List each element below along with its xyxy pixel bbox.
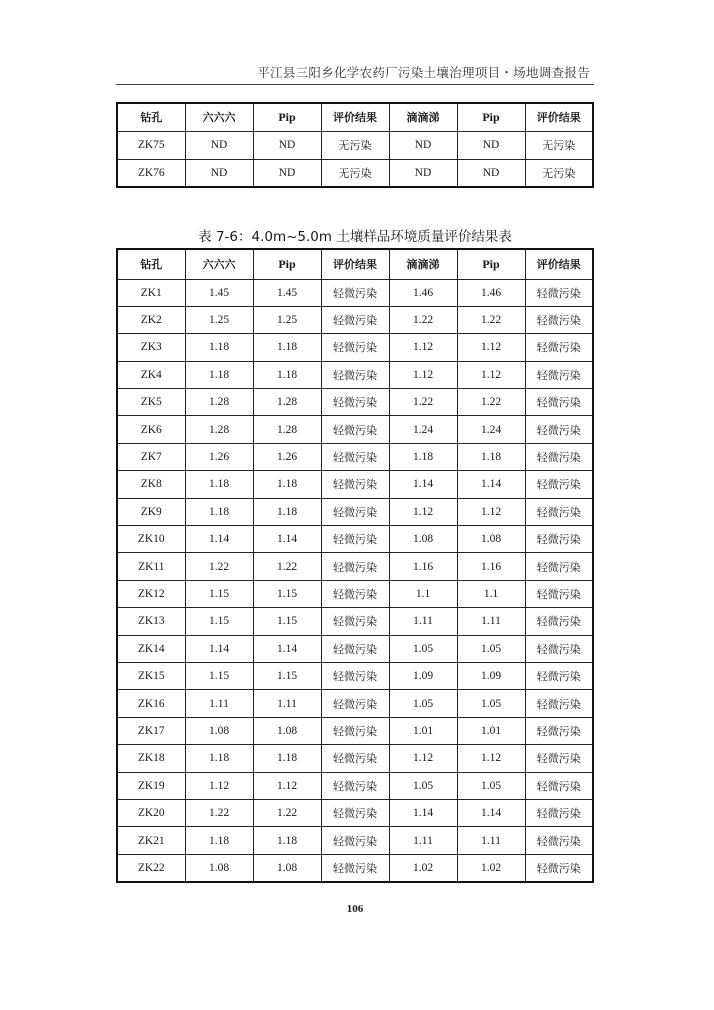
hch-pip-cell: 1.25 [253, 306, 321, 333]
ddt-value-cell: 1.09 [389, 662, 457, 689]
hch-result-cell: 轻微污染 [321, 662, 389, 689]
ddt-value-cell: ND [389, 131, 457, 159]
borehole-cell: ZK4 [117, 361, 185, 388]
hch-result-cell: 轻微污染 [321, 745, 389, 772]
table-row [117, 131, 593, 159]
table-row [117, 526, 593, 553]
ddt-pip-cell: 1.46 [457, 279, 525, 306]
col-header-pip-ddt: Pip [457, 249, 525, 279]
ddt-value-cell: 1.02 [389, 854, 457, 881]
col-header-pip-hch: Pip [253, 249, 321, 279]
ddt-result-cell: 无污染 [525, 131, 593, 159]
borehole-cell: ZK76 [117, 159, 185, 187]
ddt-result-cell: 无污染 [525, 159, 593, 187]
ddt-result-cell: 轻微污染 [525, 306, 593, 333]
hch-result-cell: 轻微污染 [321, 498, 389, 525]
table-row [117, 690, 593, 717]
table-row [117, 443, 593, 470]
hch-result-cell: 轻微污染 [321, 416, 389, 443]
ddt-pip-cell: 1.01 [457, 717, 525, 744]
table-header-row [117, 103, 593, 131]
ddt-pip-cell: ND [457, 131, 525, 159]
col-header-borehole: 钻孔 [117, 103, 185, 131]
borehole-cell: ZK21 [117, 827, 185, 854]
borehole-cell: ZK75 [117, 131, 185, 159]
ddt-result-cell: 轻微污染 [525, 526, 593, 553]
table-row [117, 159, 593, 187]
ddt-value-cell: 1.08 [389, 526, 457, 553]
hch-result-cell: 轻微污染 [321, 608, 389, 635]
ddt-value-cell: 1.24 [389, 416, 457, 443]
ddt-value-cell: 1.12 [389, 498, 457, 525]
hch-pip-cell: 1.14 [253, 526, 321, 553]
hch-value-cell: 1.28 [185, 416, 253, 443]
hch-pip-cell: ND [253, 159, 321, 187]
col-header-hch: 六六六 [185, 249, 253, 279]
hch-value-cell: 1.18 [185, 334, 253, 361]
hch-value-cell: 1.18 [185, 361, 253, 388]
borehole-cell: ZK5 [117, 389, 185, 416]
ddt-pip-cell: 1.14 [457, 799, 525, 826]
ddt-result-cell: 轻微污染 [525, 498, 593, 525]
table-row [117, 306, 593, 333]
hch-pip-cell: 1.15 [253, 608, 321, 635]
ddt-pip-cell: 1.24 [457, 416, 525, 443]
hch-value-cell: 1.12 [185, 772, 253, 799]
hch-result-cell: 轻微污染 [321, 334, 389, 361]
borehole-cell: ZK2 [117, 306, 185, 333]
hch-pip-cell: 1.12 [253, 772, 321, 799]
ddt-result-cell: 轻微污染 [525, 608, 593, 635]
hch-value-cell: 1.15 [185, 580, 253, 607]
col-header-hch: 六六六 [185, 103, 253, 131]
table-row [117, 772, 593, 799]
ddt-result-cell: 轻微污染 [525, 690, 593, 717]
table-row [117, 608, 593, 635]
ddt-result-cell: 轻微污染 [525, 854, 593, 881]
table-header-row [117, 249, 593, 279]
table-caption: 表 7-6：4.0m~5.0m 土壤样品环境质量评价结果表 [198, 229, 512, 245]
ddt-value-cell: 1.05 [389, 635, 457, 662]
hch-value-cell: 1.08 [185, 717, 253, 744]
hch-value-cell: 1.25 [185, 306, 253, 333]
hch-result-cell: 轻微污染 [321, 443, 389, 470]
hch-result-cell: 轻微污染 [321, 827, 389, 854]
hch-pip-cell: 1.18 [253, 471, 321, 498]
hch-value-cell: 1.18 [185, 827, 253, 854]
hch-pip-cell: 1.18 [253, 745, 321, 772]
ddt-value-cell: 1.46 [389, 279, 457, 306]
hch-result-cell: 轻微污染 [321, 690, 389, 717]
hch-result-cell: 轻微污染 [321, 772, 389, 799]
ddt-result-cell: 轻微污染 [525, 471, 593, 498]
borehole-cell: ZK17 [117, 717, 185, 744]
borehole-cell: ZK13 [117, 608, 185, 635]
hch-result-cell: 无污染 [321, 159, 389, 187]
hch-pip-cell: 1.08 [253, 854, 321, 881]
hch-value-cell: 1.18 [185, 471, 253, 498]
hch-result-cell: 轻微污染 [321, 854, 389, 881]
ddt-pip-cell: 1.12 [457, 334, 525, 361]
col-header-pip-hch: Pip [253, 103, 321, 131]
borehole-cell: ZK20 [117, 799, 185, 826]
hch-pip-cell: 1.15 [253, 662, 321, 689]
ddt-value-cell: 1.14 [389, 471, 457, 498]
table-row [117, 854, 593, 881]
table-row [117, 334, 593, 361]
table-row [117, 745, 593, 772]
ddt-pip-cell: 1.09 [457, 662, 525, 689]
table-row [117, 471, 593, 498]
running-header: 平江县三阳乡化学农药厂污染土壤治理项目・场地调查报告 [257, 65, 590, 80]
ddt-result-cell: 轻微污染 [525, 772, 593, 799]
borehole-cell: ZK3 [117, 334, 185, 361]
hch-value-cell: 1.22 [185, 553, 253, 580]
hch-result-cell: 轻微污染 [321, 717, 389, 744]
hch-pip-cell: 1.22 [253, 553, 321, 580]
ddt-result-cell: 轻微污染 [525, 662, 593, 689]
hch-result-cell: 轻微污染 [321, 279, 389, 306]
table-row [117, 361, 593, 388]
hch-result-cell: 轻微污染 [321, 361, 389, 388]
table-row [117, 416, 593, 443]
hch-pip-cell: 1.18 [253, 334, 321, 361]
ddt-value-cell: 1.22 [389, 389, 457, 416]
hch-value-cell: 1.45 [185, 279, 253, 306]
hch-value-cell: 1.22 [185, 799, 253, 826]
ddt-result-cell: 轻微污染 [525, 553, 593, 580]
hch-pip-cell: 1.11 [253, 690, 321, 717]
ddt-pip-cell: 1.05 [457, 635, 525, 662]
borehole-cell: ZK19 [117, 772, 185, 799]
borehole-cell: ZK18 [117, 745, 185, 772]
hch-value-cell: 1.26 [185, 443, 253, 470]
ddt-value-cell: 1.01 [389, 717, 457, 744]
hch-pip-cell: 1.45 [253, 279, 321, 306]
hch-pip-cell: 1.18 [253, 361, 321, 388]
hch-pip-cell: 1.14 [253, 635, 321, 662]
ddt-value-cell: 1.18 [389, 443, 457, 470]
ddt-result-cell: 轻微污染 [525, 416, 593, 443]
table-row [117, 580, 593, 607]
hch-result-cell: 轻微污染 [321, 471, 389, 498]
header-rule [116, 84, 594, 85]
hch-value-cell: 1.18 [185, 498, 253, 525]
borehole-cell: ZK8 [117, 471, 185, 498]
borehole-cell: ZK10 [117, 526, 185, 553]
ddt-value-cell: 1.14 [389, 799, 457, 826]
ddt-result-cell: 轻微污染 [525, 389, 593, 416]
borehole-cell: ZK11 [117, 553, 185, 580]
hch-value-cell: ND [185, 159, 253, 187]
hch-value-cell: 1.14 [185, 635, 253, 662]
col-header-borehole: 钻孔 [117, 249, 185, 279]
ddt-pip-cell: 1.22 [457, 306, 525, 333]
col-header-result-ddt: 评价结果 [525, 249, 593, 279]
borehole-cell: ZK15 [117, 662, 185, 689]
ddt-result-cell: 轻微污染 [525, 443, 593, 470]
ddt-value-cell: 1.22 [389, 306, 457, 333]
soil-quality-table [116, 248, 594, 883]
hch-pip-cell: 1.26 [253, 443, 321, 470]
ddt-result-cell: 轻微污染 [525, 745, 593, 772]
ddt-pip-cell: 1.14 [457, 471, 525, 498]
ddt-pip-cell: 1.22 [457, 389, 525, 416]
ddt-result-cell: 轻微污染 [525, 334, 593, 361]
table-row [117, 389, 593, 416]
ddt-value-cell: ND [389, 159, 457, 187]
ddt-pip-cell: 1.1 [457, 580, 525, 607]
hch-value-cell: ND [185, 131, 253, 159]
hch-result-cell: 轻微污染 [321, 526, 389, 553]
hch-result-cell: 轻微污染 [321, 635, 389, 662]
ddt-pip-cell: 1.18 [457, 443, 525, 470]
ddt-value-cell: 1.05 [389, 772, 457, 799]
hch-pip-cell: 1.22 [253, 799, 321, 826]
col-header-ddt: 滴滴涕 [389, 103, 457, 131]
ddt-result-cell: 轻微污染 [525, 717, 593, 744]
borehole-cell: ZK7 [117, 443, 185, 470]
col-header-ddt: 滴滴涕 [389, 249, 457, 279]
ddt-value-cell: 1.16 [389, 553, 457, 580]
ddt-pip-cell: 1.12 [457, 745, 525, 772]
hch-pip-cell: 1.15 [253, 580, 321, 607]
hch-value-cell: 1.11 [185, 690, 253, 717]
ddt-pip-cell: 1.11 [457, 608, 525, 635]
hch-pip-cell: 1.08 [253, 717, 321, 744]
hch-value-cell: 1.15 [185, 608, 253, 635]
ddt-value-cell: 1.1 [389, 580, 457, 607]
continued-table [116, 102, 594, 188]
col-header-pip-ddt: Pip [457, 103, 525, 131]
page-number: 106 [346, 903, 364, 915]
hch-result-cell: 无污染 [321, 131, 389, 159]
ddt-pip-cell: 1.12 [457, 498, 525, 525]
ddt-result-cell: 轻微污染 [525, 361, 593, 388]
hch-result-cell: 轻微污染 [321, 389, 389, 416]
table-row [117, 799, 593, 826]
borehole-cell: ZK22 [117, 854, 185, 881]
ddt-result-cell: 轻微污染 [525, 827, 593, 854]
hch-result-cell: 轻微污染 [321, 553, 389, 580]
borehole-cell: ZK16 [117, 690, 185, 717]
ddt-pip-cell: 1.16 [457, 553, 525, 580]
ddt-pip-cell: ND [457, 159, 525, 187]
hch-result-cell: 轻微污染 [321, 306, 389, 333]
ddt-pip-cell: 1.11 [457, 827, 525, 854]
table-row [117, 553, 593, 580]
ddt-value-cell: 1.11 [389, 827, 457, 854]
borehole-cell: ZK9 [117, 498, 185, 525]
ddt-pip-cell: 1.05 [457, 772, 525, 799]
hch-value-cell: 1.14 [185, 526, 253, 553]
ddt-value-cell: 1.11 [389, 608, 457, 635]
col-header-result-ddt: 评价结果 [525, 103, 593, 131]
ddt-pip-cell: 1.02 [457, 854, 525, 881]
borehole-cell: ZK6 [117, 416, 185, 443]
ddt-result-cell: 轻微污染 [525, 279, 593, 306]
hch-pip-cell: 1.28 [253, 389, 321, 416]
table-row [117, 662, 593, 689]
table-row [117, 635, 593, 662]
ddt-pip-cell: 1.12 [457, 361, 525, 388]
ddt-result-cell: 轻微污染 [525, 799, 593, 826]
ddt-value-cell: 1.12 [389, 745, 457, 772]
table-row [117, 827, 593, 854]
hch-pip-cell: 1.18 [253, 827, 321, 854]
hch-value-cell: 1.15 [185, 662, 253, 689]
table-row [117, 717, 593, 744]
ddt-pip-cell: 1.05 [457, 690, 525, 717]
hch-value-cell: 1.28 [185, 389, 253, 416]
hch-pip-cell: 1.18 [253, 498, 321, 525]
ddt-value-cell: 1.12 [389, 361, 457, 388]
ddt-pip-cell: 1.08 [457, 526, 525, 553]
borehole-cell: ZK1 [117, 279, 185, 306]
ddt-value-cell: 1.12 [389, 334, 457, 361]
hch-result-cell: 轻微污染 [321, 580, 389, 607]
hch-value-cell: 1.08 [185, 854, 253, 881]
table-row [117, 498, 593, 525]
hch-value-cell: 1.18 [185, 745, 253, 772]
ddt-result-cell: 轻微污染 [525, 635, 593, 662]
hch-pip-cell: 1.28 [253, 416, 321, 443]
ddt-value-cell: 1.05 [389, 690, 457, 717]
col-header-result-hch: 评价结果 [321, 249, 389, 279]
hch-pip-cell: ND [253, 131, 321, 159]
col-header-result-hch: 评价结果 [321, 103, 389, 131]
borehole-cell: ZK12 [117, 580, 185, 607]
table-row [117, 279, 593, 306]
hch-result-cell: 轻微污染 [321, 799, 389, 826]
borehole-cell: ZK14 [117, 635, 185, 662]
ddt-result-cell: 轻微污染 [525, 580, 593, 607]
